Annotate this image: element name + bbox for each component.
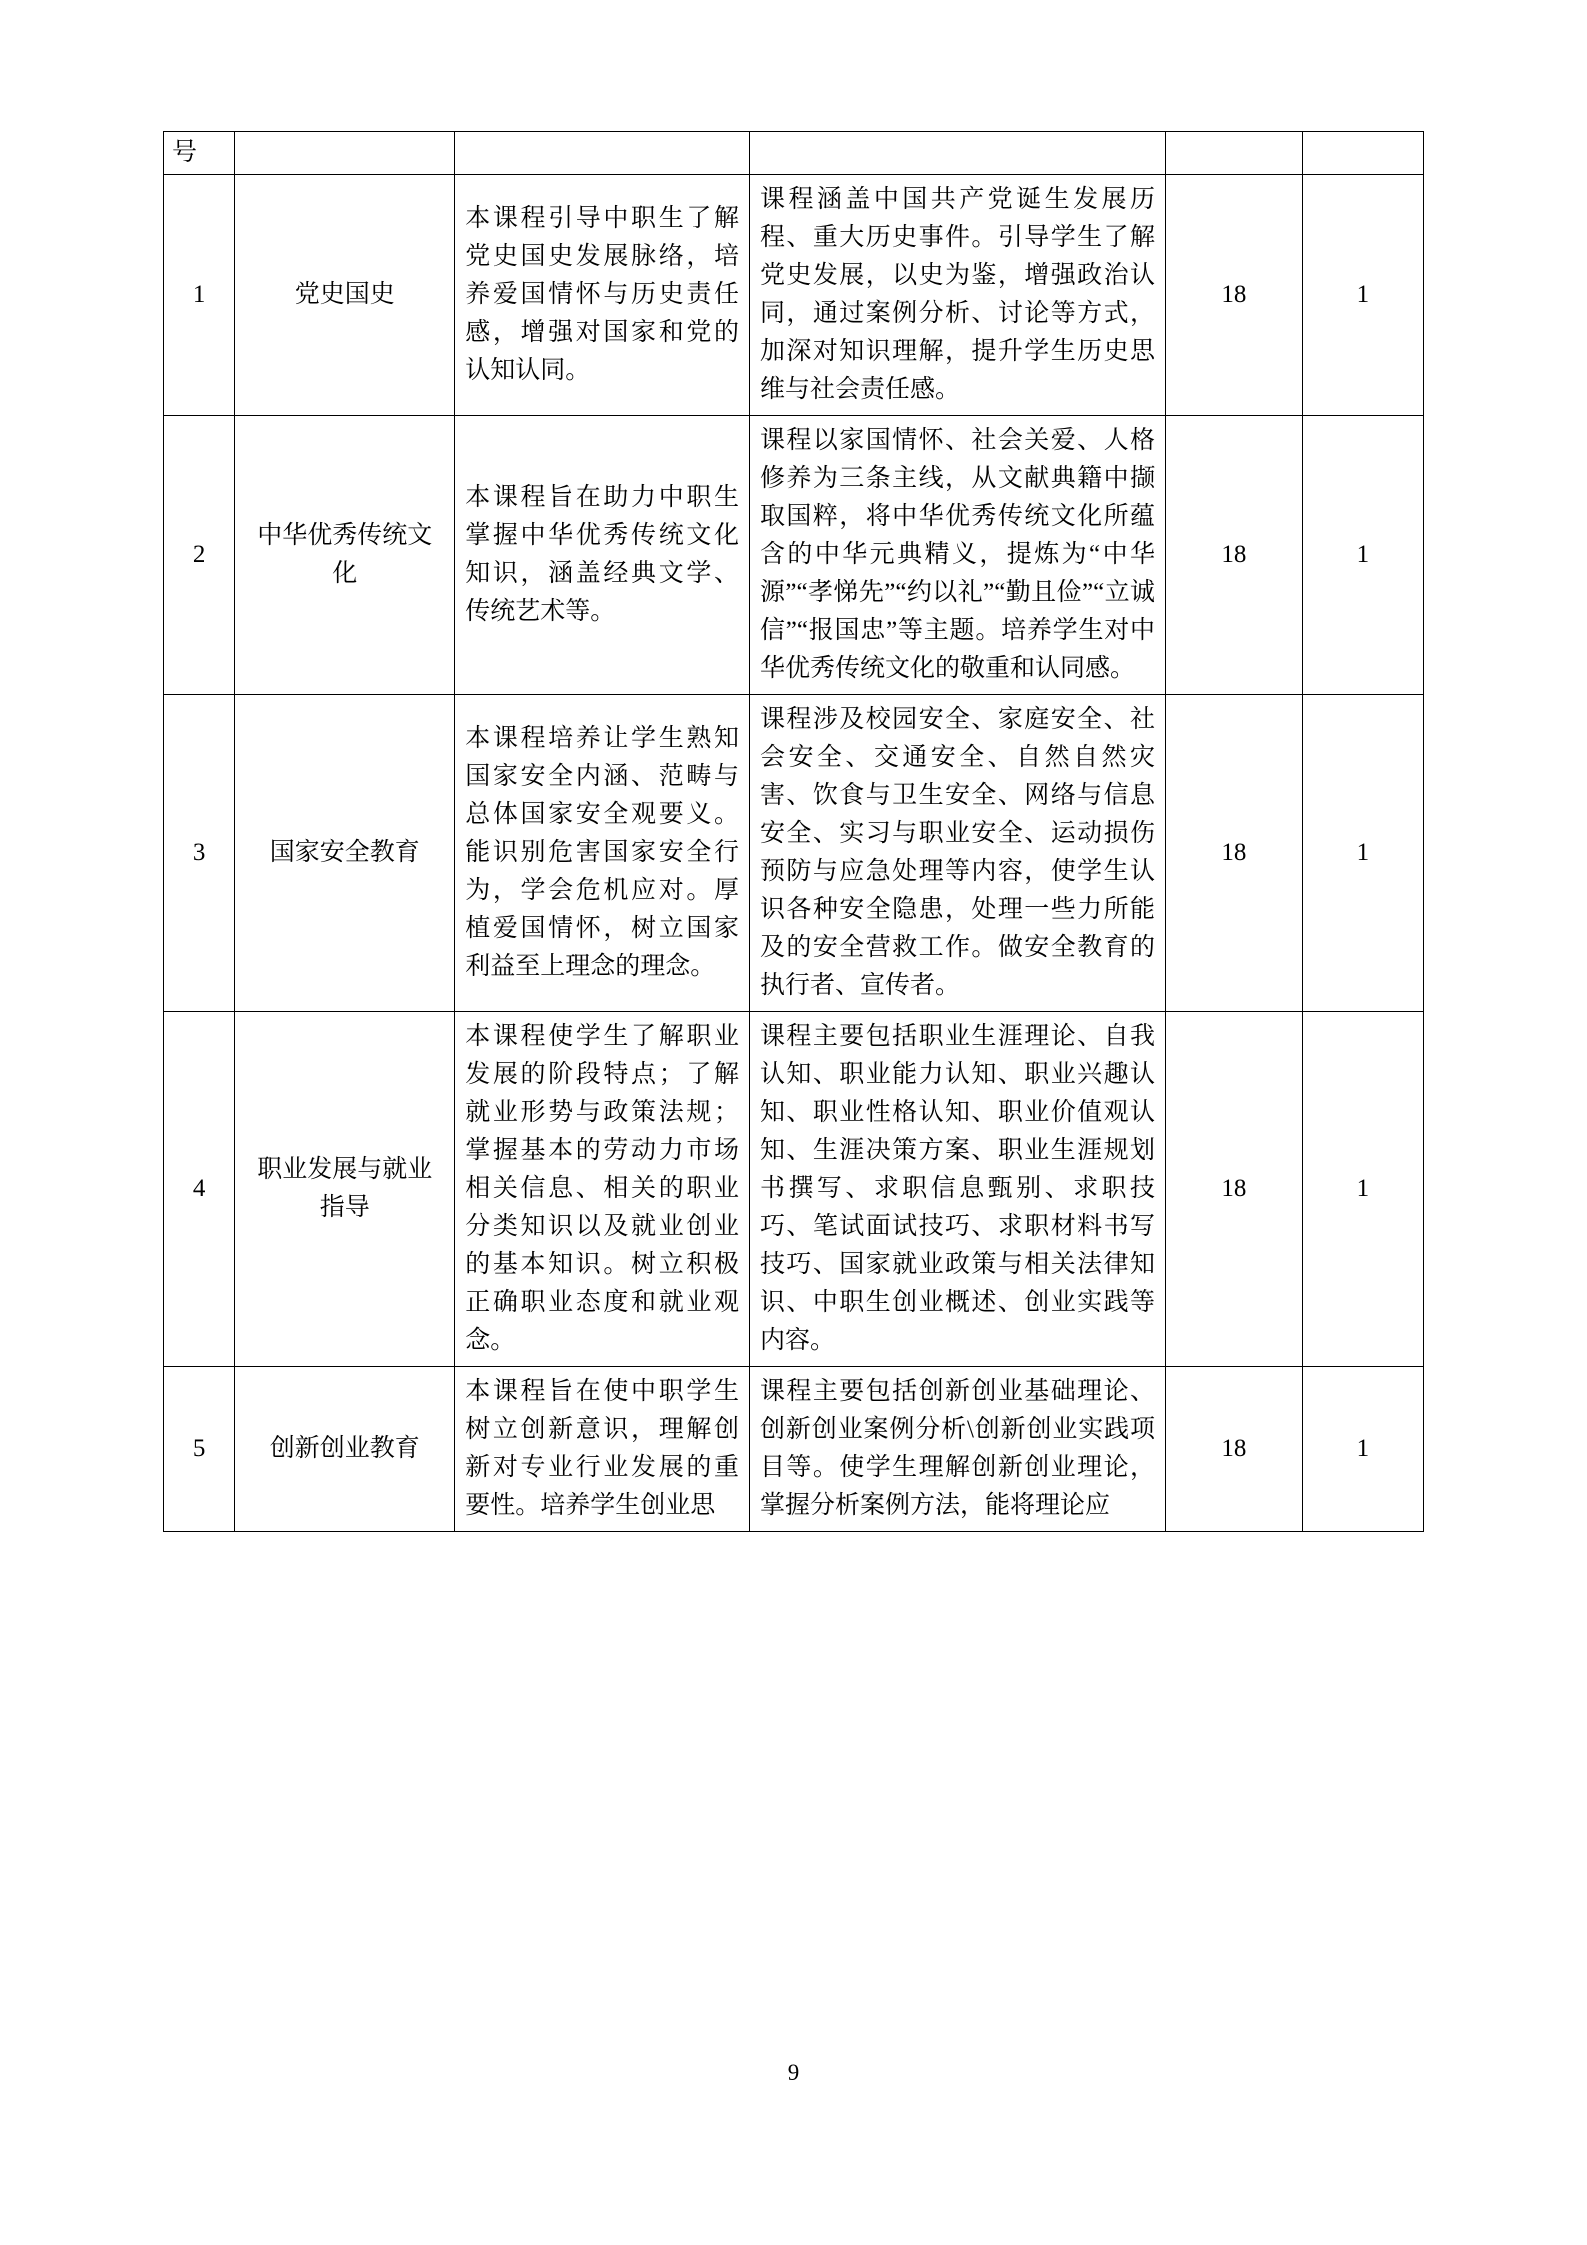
cell-course-goal: 本课程旨在助力中职生掌握中华优秀传统文化知识，涵盖经典文学、传统艺术等。 xyxy=(455,416,750,695)
cell-course-name: 职业发展与就业指导 xyxy=(235,1012,455,1367)
cell-no: 5 xyxy=(164,1367,235,1532)
cell-no: 2 xyxy=(164,416,235,695)
cell-credit: 1 xyxy=(1302,1367,1423,1532)
header-cell-no: 号 xyxy=(164,132,235,175)
cell-credit: 1 xyxy=(1302,416,1423,695)
cell-hours: 18 xyxy=(1166,1367,1303,1532)
cell-no: 3 xyxy=(164,695,235,1012)
table-row xyxy=(164,1367,1424,1532)
header-cell-goal xyxy=(455,132,750,175)
cell-course-goal: 本课程使学生了解职业发展的阶段特点；了解就业形势与政策法规；掌握基本的劳动力市场相关信息、相关的职业分类知识以及就业创业的基本知识。树立积极正确职业态度和就业观念。 xyxy=(455,1012,750,1367)
cell-course-description: 课程主要包括创新创业基础理论、创新创业案例分析\创新创业实践项目等。使学生理解创新创业理论，掌握分析案例方法，能将理论应 xyxy=(749,1367,1165,1532)
cell-course-goal: 本课程引导中职生了解党史国史发展脉络，培养爱国情怀与历史责任感，增强对国家和党的认知认同。 xyxy=(455,175,750,416)
cell-no: 4 xyxy=(164,1012,235,1367)
cell-course-description: 课程以家国情怀、社会关爱、人格修养为三条主线，从文献典籍中撷取国粹，将中华优秀传统文化所蕴含的中华元典精义，提炼为“中华源”“孝悌先”“约以礼”“勤且俭”“立诚信”“报国忠”等主题。培养学生对中华优秀传统文化的敬重和认同感。 xyxy=(749,416,1165,695)
table-row xyxy=(164,175,1424,416)
table-row xyxy=(164,416,1424,695)
cell-course-description: 课程涵盖中国共产党诞生发展历程、重大历史事件。引导学生了解党史发展，以史为鉴，增强政治认同，通过案例分析、讨论等方式，加深对知识理解，提升学生历史思维与社会责任感。 xyxy=(749,175,1165,416)
cell-course-goal: 本课程培养让学生熟知国家安全内涵、范畴与总体国家安全观要义。能识别危害国家安全行为，学会危机应对。厚植爱国情怀，树立国家利益至上理念的理念。 xyxy=(455,695,750,1012)
header-cell-desc xyxy=(749,132,1165,175)
table-row xyxy=(164,695,1424,1012)
header-cell-hours xyxy=(1166,132,1303,175)
cell-course-name: 国家安全教育 xyxy=(235,695,455,1012)
cell-no: 1 xyxy=(164,175,235,416)
cell-hours: 18 xyxy=(1166,416,1303,695)
table-header-row xyxy=(164,132,1424,175)
cell-course-description: 课程涉及校园安全、家庭安全、社会安全、交通安全、自然自然灾害、饮食与卫生安全、网络与信息安全、实习与职业安全、运动损伤预防与应急处理等内容，使学生认识各种安全隐患，处理一些力所能及的安全营救工作。做安全教育的执行者、宣传者。 xyxy=(749,695,1165,1012)
cell-course-name: 党史国史 xyxy=(235,175,455,416)
cell-hours: 18 xyxy=(1166,175,1303,416)
cell-course-name: 中华优秀传统文化 xyxy=(235,416,455,695)
cell-course-goal: 本课程旨在使中职学生树立创新意识，理解创新对专业行业发展的重要性。培养学生创业思 xyxy=(455,1367,750,1532)
cell-credit: 1 xyxy=(1302,695,1423,1012)
page-number: 9 xyxy=(787,2060,800,2085)
cell-credit: 1 xyxy=(1302,175,1423,416)
cell-credit: 1 xyxy=(1302,1012,1423,1367)
cell-hours: 18 xyxy=(1166,1012,1303,1367)
cell-course-description: 课程主要包括职业生涯理论、自我认知、职业能力认知、职业兴趣认知、职业性格认知、职业价值观认知、生涯决策方案、职业生涯规划书撰写、求职信息甄别、求职技巧、笔试面试技巧、求职材料书写技巧、国家就业政策与相关法律知识、中职生创业概述、创业实践等内容。 xyxy=(749,1012,1165,1367)
header-cell-credit xyxy=(1302,132,1423,175)
course-table xyxy=(163,131,1424,1532)
header-cell-name xyxy=(235,132,455,175)
cell-hours: 18 xyxy=(1166,695,1303,1012)
table-row xyxy=(164,1012,1424,1367)
cell-course-name: 创新创业教育 xyxy=(235,1367,455,1532)
